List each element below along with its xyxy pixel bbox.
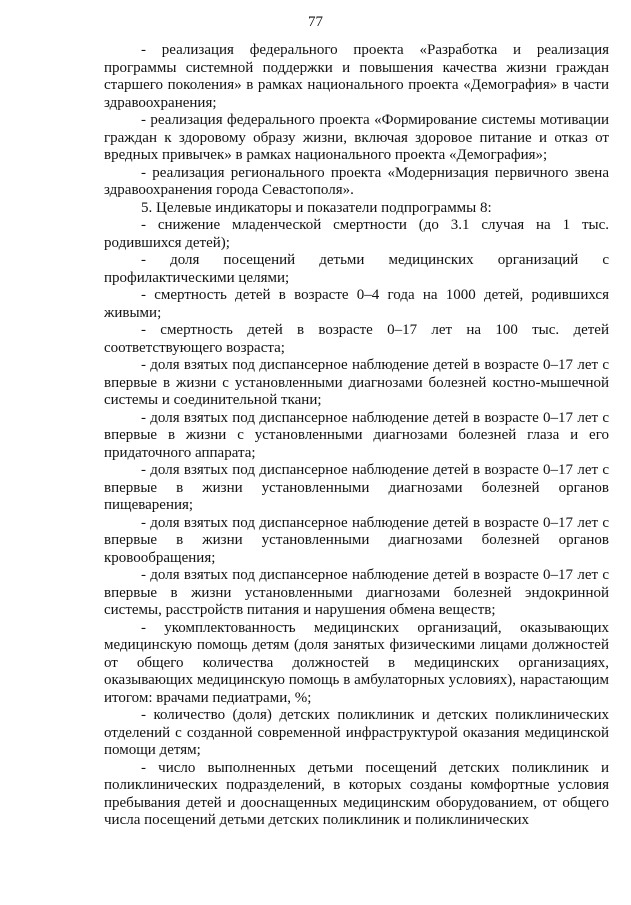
indicator-circulatory: - доля взятых под диспансерное наблюдение детей в возрасте 0–17 лет с впервые в жизни установленными диагнозами болезней органов кровообращения; <box>104 514 609 566</box>
indicator-mortality-0-17: - смертность детей в возрасте 0–17 лет на 100 тыс. детей соответствующего возраста; <box>104 322 609 356</box>
indicator-staffing: - укомплектованность медицинских организаций, оказывающих медицинскую помощь детям (доля занятых физическими лицами должностей от общего количества должностей в медицинских организациях, оказывающих медицинскую помощь в амбулаторных условиях), нарастающим итогом: врачами педиатрами, %; <box>104 619 609 706</box>
indicator-digestive: - доля взятых под диспансерное наблюдение детей в возрасте 0–17 лет с впервые в жизни установленными диагнозами болезней органов пищеварения; <box>104 462 609 513</box>
indicator-infant-mortality: - снижение младенческой смертности (до 3.1 случая на 1 тыс. родившихся детей); <box>104 217 609 251</box>
indicator-musculoskeletal: - доля взятых под диспансерное наблюдение детей в возрасте 0–17 лет с впервые в жизни с установленными диагнозами болезней костно-мышечной системы и соединительной ткани; <box>104 357 609 408</box>
indicator-clinic-visits: - число выполненных детьми посещений детских поликлиник и поликлинических подразделений, в которых созданы комфортные условия пребывания детей и дооснащенных медицинским оборудованием, от общего числа посещений детьми детских поликлиник и поликлинических <box>104 759 609 828</box>
paragraph-project-healthy-lifestyle: - реализация федерального проекта «Формирование системы мотивации граждан к здоровому образу жизни, включая здоровое питание и отказ от вредных привычек» в рамках национального проекта «Демография»; <box>104 112 609 163</box>
document-body <box>104 42 609 830</box>
section-heading-indicators: 5. Целевые индикаторы и показатели подпрограммы 8: <box>141 199 492 216</box>
indicator-eye: - доля взятых под диспансерное наблюдение детей в возрасте 0–17 лет с впервые в жизни с установленными диагнозами болезней глаза и его придаточного аппарата; <box>104 409 609 461</box>
paragraph-project-primary-care: - реализация регионального проекта «Модернизация первичного звена здравоохранения города Севастополя». <box>104 164 609 198</box>
indicator-endocrine: - доля взятых под диспансерное наблюдение детей в возрасте 0–17 лет с впервые в жизни установленными диагнозами болезней эндокринной системы, расстройств питания и нарушения обмена веществ; <box>104 567 609 618</box>
indicator-clinics-infrastructure: - количество (доля) детских поликлиник и детских поликлинических отделений с созданной современной инфраструктурой оказания медицинской помощи детям; <box>104 707 609 758</box>
indicator-mortality-0-4: - смертность детей в возрасте 0–4 года на 1000 детей, родившихся живыми; <box>104 287 609 321</box>
paragraph-project-older-generation: - реализация федерального проекта «Разработка и реализация программы системной поддержки и повышения качества жизни граждан старшего поколения» в рамках национального проекта «Демография» в части здравоохранения; <box>104 42 609 111</box>
page-number: 77 <box>308 14 323 30</box>
indicator-preventive-visits: - доля посещений детьми медицинских организаций с профилактическими целями; <box>104 252 609 286</box>
